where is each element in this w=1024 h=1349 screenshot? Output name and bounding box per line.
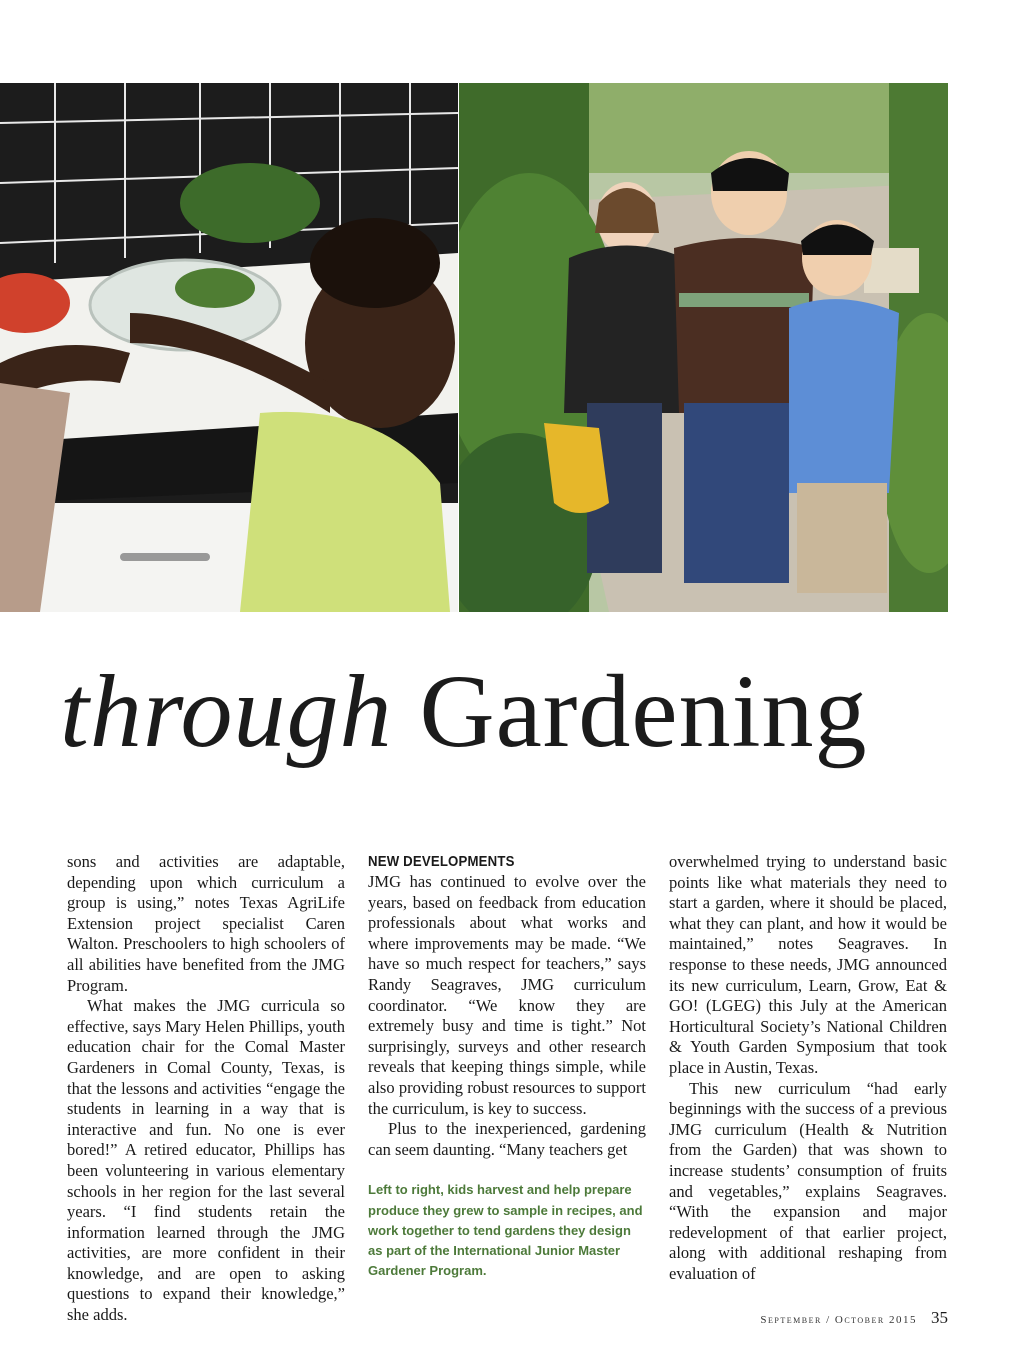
headline <box>60 654 960 769</box>
paragraph: Plus to the inexperienced, gardening can seem daunting. “Many teachers get <box>368 1119 646 1159</box>
article-column-3 <box>669 852 947 1284</box>
paragraph: overwhelmed trying to understand basic points like what materials they need to start a garden, where it should be placed, what they can plant, and how it would be maintained,” notes Seagraves. In response to these needs, JMG announced its new curriculum, Learn, Grow, Eat & GO! (LGEG) this July at the American Horticultural Society’s National Children & Youth Garden Symposium that took place in Austin, Texas. <box>669 852 947 1077</box>
paragraph: What makes the JMG curricula so effective, says Mary Helen Phillips, youth education chair for the Comal Master Gardeners in Comal County, Texas, is that the lessons and activities “engage the students in learning in a way that is interactive and fun. No one is ever bored!” A retired educator, Phillips has been volunteering in various elementary schools in her region for the last several years. “I find students retain the information learned through the JMG activities, are more confident in their knowledge, and are open to asking questions to expand their knowledge,” she adds. <box>67 996 345 1325</box>
photo-girl-washing-greens <box>0 83 458 612</box>
photo-three-kids-in-garden <box>459 83 948 612</box>
page-footer <box>760 1308 948 1328</box>
paragraph: JMG has continued to evolve over the years, based on feedback from education professionals about what works and where improvements may be made. “We have so much respect for teachers,” says Randy Seagraves, JMG curriculum coordinator. “We know they are extremely busy and time is tight.” Not surprisingly, surveys and other research reveals that keeping things simple, while also providing robust resources to support the curriculum, is key to success. <box>368 872 646 1118</box>
subhead-new-developments: NEW DEVELOPMENTS <box>368 853 515 870</box>
photo-caption: Left to right, kids harvest and help prepare produce they grew to sample in recipes, and work together to tend gardens they design as part of the International Junior Master Gardener Program. <box>368 1182 643 1279</box>
article-column-2 <box>368 852 646 1281</box>
article-column-1 <box>67 852 345 1326</box>
page-number: 35 <box>931 1308 948 1327</box>
paragraph: This new curriculum “had early beginnings with the success of a previous JMG curriculum (Health & Nutrition from the Garden) that was shown to increase students’ consumption of fruits and vegetables,” explains Seagraves. “With the expansion and major redevelopment of that earlier project, along with additional reshaping from evaluation of <box>669 1078 947 1283</box>
headline-regular: Gardening <box>419 654 868 769</box>
paragraph: sons and activities are adaptable, depending upon which curriculum a group is using,” notes Texas AgriLife Extension project specialist Caren Walton. Preschoolers to high schoolers of all abilities have benefited from the JMG Program. <box>67 852 345 995</box>
issue-date: September / October 2015 <box>760 1314 917 1326</box>
headline-italic: through <box>60 654 393 769</box>
